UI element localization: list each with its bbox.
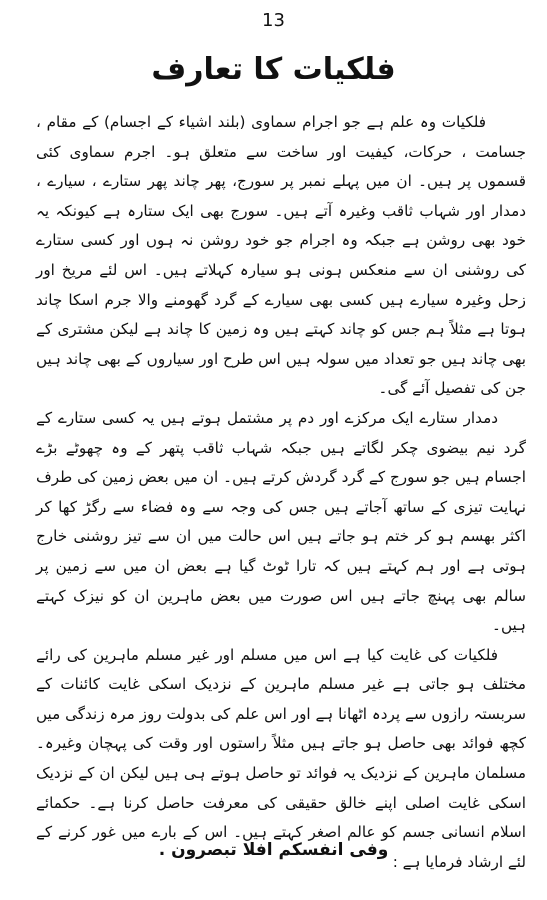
paragraph-comets-meteors: دمدار ستارے ایک مرکزے اور دم پر مشتمل ہوتے ہیں یہ کسی ستارے کے گرد نیم بیضوی چکر لگاتے ہیں جبکہ شہاب ثاقب پتھر کے وہ چھوٹے بڑے اجسام ہیں جو سورج کے گرد گردش کرتے ہیں۔ ان میں بعض زمین کی طرف نہایت تیزی کے ساتھ آجاتے ہیں جس کی وجہ سے وہ فضاء سے رگڑ کھا کر اکثر بھسم ہو کر ختم ہو جاتے ہیں اس حالت میں ان سے تیز روشنی خارج ہوتی ہے اور ہم کہتے ہیں کہ تارا ٹوٹ گیا ہے بعض ان میں سے زمین پر سالم بھی پہنچ جاتے ہیں اس صورت میں بعض ماہرین ان کو نیزک کہتے ہیں۔ xyxy=(36,408,526,635)
body-text xyxy=(36,108,526,877)
paragraph-purpose: فلکیات کی غایت کیا ہے اس میں مسلم اور غیر مسلم ماہرین کی رائے مختلف ہو جاتی ہے غیر مسلم ماہرین کے نزدیک اسکی غایت کائنات کے سربستہ رازوں سے پردہ اٹھانا ہے اور اس علم کی بدولت روز مرہ زندگی میں کچھ فوائد بھی حاصل ہو جاتے ہیں مثلاً راستوں اور وقت کی پہچان وغیرہ۔ مسلمان ماہرین کے نزدیک یہ فوائد تو حاصل ہوتے ہی ہیں لیکن ان کے نزدیک اسکی غایت اصلی اپنے خالق حقیقی کی معرفت حاصل کرنا ہے۔ حکمائے اسلام انسانی جسم کو عالم اصغر کہتے ہیں۔ اس کے بارے میں غور کرنے کے لئے ارشاد فرمایا ہے : xyxy=(36,645,526,871)
paragraph-introduction: فلکیات وہ علم ہے جو اجرام سماوی (بلند اشیاء کے اجسام) کے مقام ، جسامت ، حرکات، کیفیت اور ساخت سے متعلق ہو۔ اجرم سماوی کئی قسموں پر ہیں۔ ان میں پہلے نمبر پر سورج، پھر چاند پھر ستارے ، سیارے ، دمدار اور شہاب ثاقب وغیرہ آتے ہیں۔ سورج بھی ایک ستارہ ہے کیونکہ یہ خود بھی روشن ہے جبکہ وہ اجرام جو خود روشن نہ ہوں اور کسی ستارے کی روشنی ان سے منعکس ہونی ہو سیارہ کہلاتے ہیں۔ اس لئے مریخ اور زحل وغیرہ سیارے ہیں کسی بھی سیارے کے گرد گھومنے والا جرم اسکا چاند ہوتا ہے مثلاً ہم جس کو چاند کہتے ہیں وہ زمین کا چاند ہے لیکن مشتری کے بھی چاند ہیں جو تعداد میں سولہ ہیں اس طرح اور سیاروں کے بھی چاند ہیں جن کی تفصیل آئے گی۔ xyxy=(36,113,526,398)
chapter-title: فلکیات کا تعارف xyxy=(151,52,396,87)
quranic-verse: وفی انفسکم افلا تبصرون . xyxy=(158,840,389,860)
page-number: 13 xyxy=(262,10,285,31)
